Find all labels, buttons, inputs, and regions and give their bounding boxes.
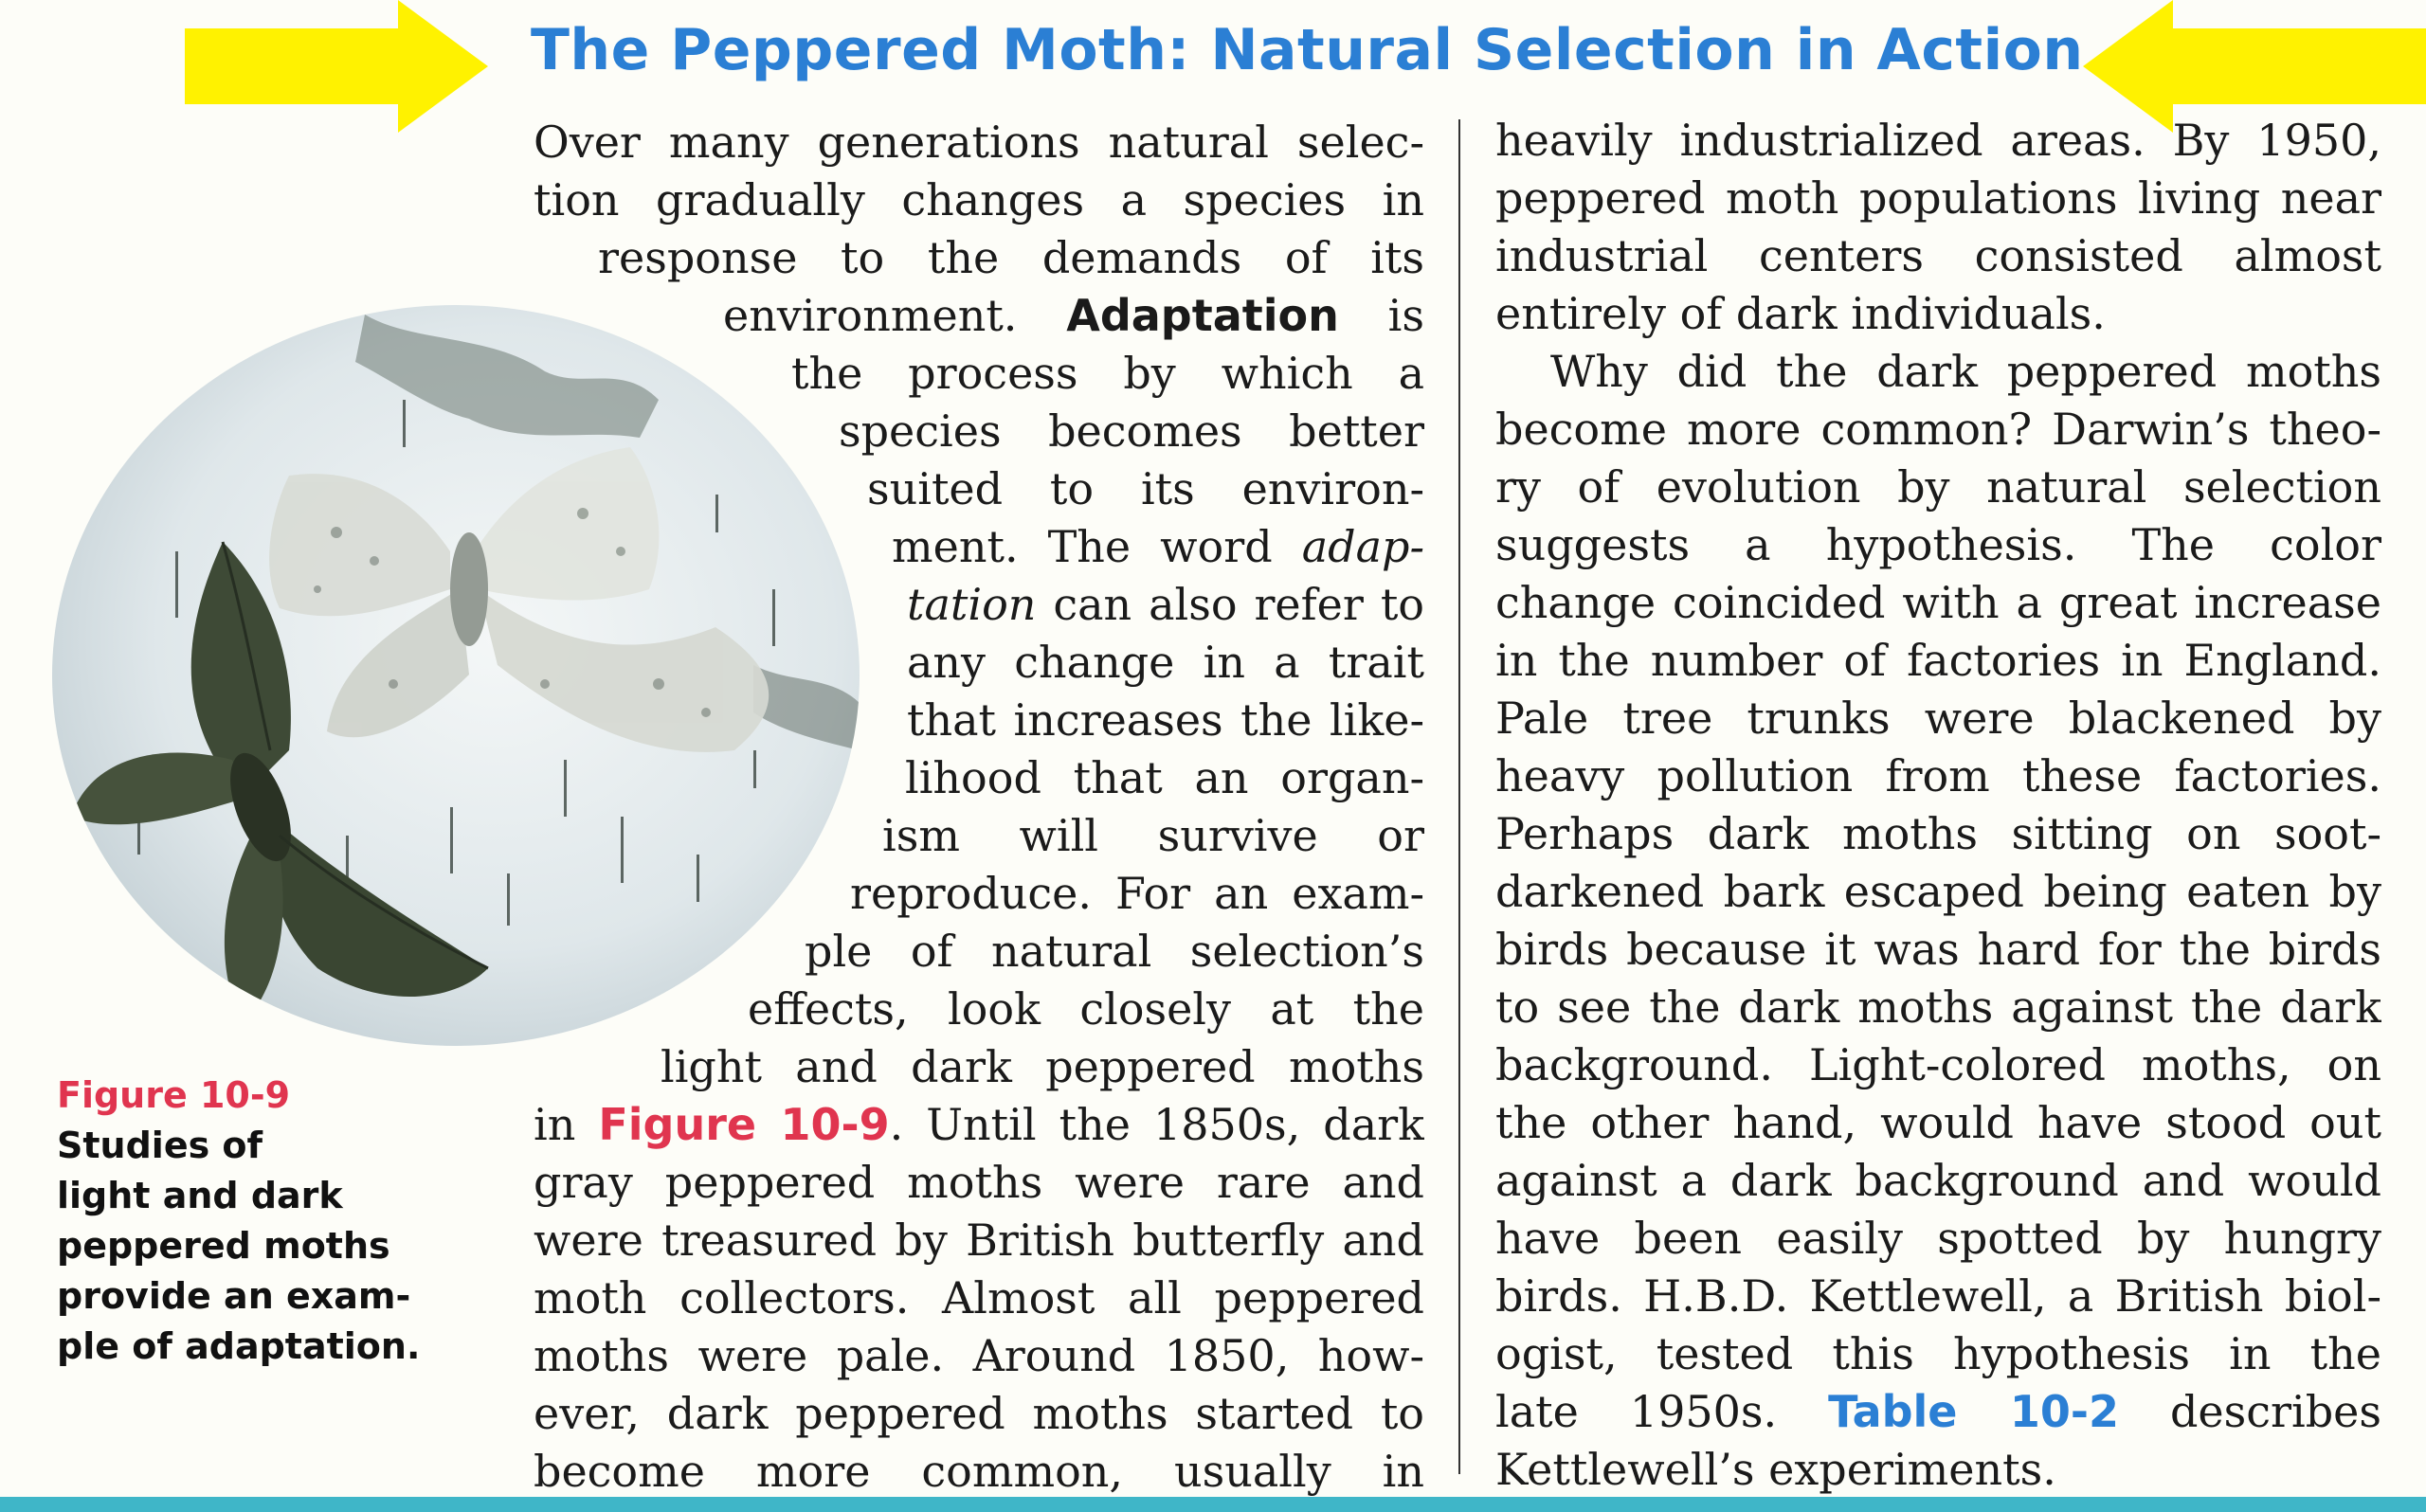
text-line: suited to its environ-: [867, 463, 1424, 514]
text-line: any change in a trait: [907, 637, 1424, 688]
text-line: gray peppered moths were rare and: [534, 1157, 1424, 1208]
caption-line: peppered moths: [57, 1225, 390, 1267]
text-line: heavily industrialized areas. By 1950,: [1495, 115, 2381, 166]
text-line: ple of natural selection’s: [805, 926, 1424, 977]
text-line: suggests a hypothesis. The color: [1495, 519, 2381, 570]
text-line: Kettlewell’s experiments.: [1495, 1444, 2056, 1495]
figure-10-9-link[interactable]: Figure 10-9: [598, 1099, 890, 1150]
text-line: that increases the like-: [907, 694, 1424, 746]
text-line: Why did the dark peppered moths: [1550, 346, 2381, 397]
arrow-right-icon: [185, 0, 493, 133]
text-column-right: [1495, 112, 2381, 1499]
figure-caption: [57, 1071, 474, 1372]
text-line: moth collectors. Almost all peppered: [534, 1272, 1424, 1323]
text-line: to see the dark moths against the dark: [1495, 981, 2381, 1033]
text-line: ever, dark peppered moths started to: [534, 1388, 1424, 1439]
text-line: birds because it was hard for the birds: [1495, 924, 2381, 975]
text-line: become more common? Darwin’s theo-: [1495, 404, 2381, 455]
text-column-left: [534, 114, 1424, 1501]
text-line: in Figure 10-9. Until the 1850s, dark: [534, 1099, 1424, 1150]
text-line: the process by which a: [791, 348, 1424, 399]
table-10-2-link[interactable]: Table 10-2: [1828, 1386, 2119, 1437]
text-line: entirely of dark individuals.: [1495, 288, 2106, 339]
caption-line: ple of adaptation.: [57, 1325, 421, 1367]
page-bottom-band: [0, 1497, 2426, 1512]
text-line: become more common, usually in: [534, 1446, 1424, 1497]
term-adaptation: Adaptation: [1066, 290, 1339, 341]
text-line: against a dark background and would: [1495, 1155, 2381, 1206]
text-line: late 1950s. Table 10-2 describes: [1495, 1386, 2381, 1437]
text-line: have been easily spotted by hungry: [1495, 1213, 2381, 1264]
text-line: ment. The word adap-: [892, 521, 1424, 572]
text-line: tation can also refer to: [907, 579, 1424, 630]
text-line: darkened bark escaped being eaten by: [1495, 866, 2381, 917]
text-line: Pale tree trunks were blackened by: [1495, 693, 2381, 744]
text-line: the other hand, would have stood out: [1495, 1097, 2381, 1148]
text-line: lihood that an organ-: [905, 752, 1424, 803]
page-title: The Peppered Moth: Natural Selection in Action: [531, 17, 2084, 83]
text-line: ism will survive or: [882, 810, 1424, 861]
text-line: were treasured by British butterfly and: [534, 1215, 1424, 1266]
text-line: moths were pale. Around 1850, how-: [534, 1330, 1424, 1381]
text-line: industrial centers consisted almost: [1495, 230, 2381, 281]
text-line: Over many generations natural selec-: [534, 117, 1424, 168]
text-line: environment. Adaptation is: [723, 290, 1424, 341]
text-line: heavy pollution from these factories.: [1495, 750, 2381, 801]
text-line: effects, look closely at the: [748, 983, 1424, 1035]
text-line: species becomes better: [839, 405, 1424, 457]
text-line: response to the demands of its: [598, 232, 1424, 283]
caption-line: Studies of: [57, 1125, 263, 1166]
column-divider: [1458, 119, 1460, 1474]
text-line: ogist, tested this hypothesis in the: [1495, 1328, 2381, 1379]
text-line: background. Light-colored moths, on: [1495, 1039, 2381, 1090]
text-line: Perhaps dark moths sitting on soot-: [1495, 808, 2381, 859]
caption-line: light and dark: [57, 1175, 343, 1216]
text-line: peppered moth populations living near: [1495, 172, 2381, 224]
text-line: birds. H.B.D. Kettlewell, a British biol-: [1495, 1270, 2381, 1322]
caption-line: provide an exam-: [57, 1275, 411, 1317]
figure-label: Figure 10-9: [57, 1074, 291, 1116]
text-line: light and dark peppered moths: [661, 1041, 1424, 1092]
text-line: ry of evolution by natural selection: [1495, 461, 2381, 513]
text-line: tion gradually changes a species in: [534, 174, 1424, 225]
text-line: reproduce. For an exam-: [850, 868, 1424, 919]
text-line: change coincided with a great increase: [1495, 577, 2381, 628]
text-line: in the number of factories in England.: [1495, 635, 2381, 686]
